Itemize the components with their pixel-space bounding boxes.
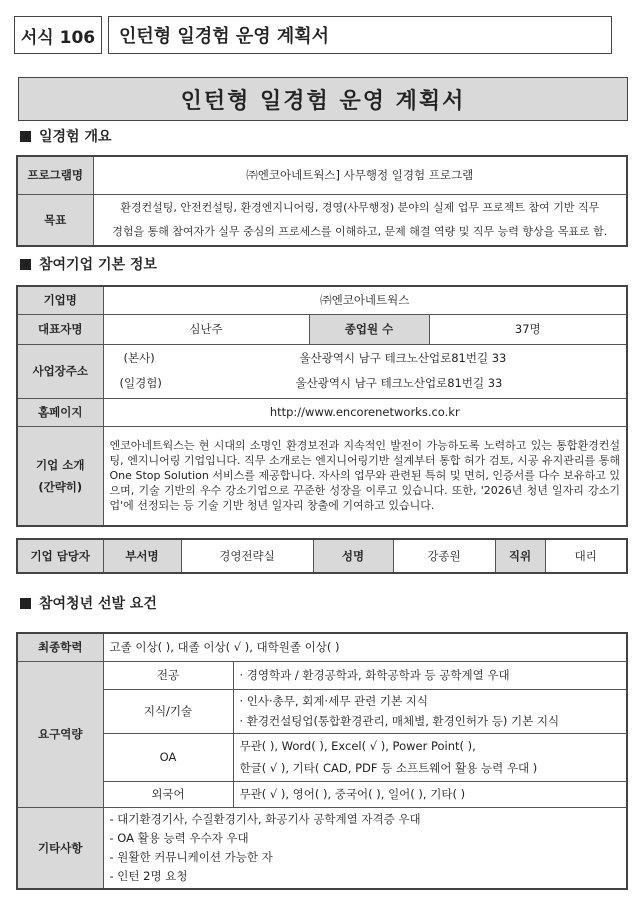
major-value: · 경영학과 / 환경공학과, 화학공학과 등 공학계열 우대 [233,661,627,689]
other-item: - 대기환경기사, 수질환경기사, 화공기사 공학계열 자격증 우대 [109,811,421,826]
company-name-label: 기업명 [17,286,103,314]
other-item: - 원활한 커뮤니케이션 가능한 자 [109,849,273,864]
homepage-value: http://www.encorenetworks.co.kr [103,398,627,426]
language-label: 외국어 [103,781,233,807]
other-item: - OA 활용 능력 우수자 우대 [109,830,249,845]
overview-table [16,155,628,247]
employees-value: 37명 [429,314,627,344]
education-label: 최종학력 [17,633,103,661]
section-title: 참여기업 기본 정보 [39,257,157,273]
manager-table [16,538,628,574]
section-company-heading [20,254,157,274]
other-value [103,807,627,889]
address-label: 사업장주소 [17,344,103,398]
skill-label: 지식/기술 [103,689,233,733]
intro-label [17,426,103,526]
section-title: 참여청년 선발 요건 [39,596,157,612]
intro-label-line: (간략히) [38,479,83,494]
site-address: 울산광역시 남구 테크노산업로81번길 33 [295,376,503,390]
square-bullet-icon [20,131,31,142]
other-item: - 인턴 2명 요청 [109,868,188,883]
form-title: 인턴형 일경험 운영 계획서 [108,16,612,54]
goal-value [93,194,627,246]
intro-text: 엔코아네트웍스는 현 시대의 소명인 환경보전과 지속적인 발전이 가능하도록 노력하고 있는 통합환경컨설팅, 엔지니어링 기업입니다. 직무 소개로는 엔지니어링기반 설계부터 통합 허가 검토, 시공 유지관리를 통해 One Stop Solution 서비스를 제공합니다. 자사의 업무와 관련된 특허 및 면허, 인증서를 다수 보유하고 있으며, 기술 기반의 우수 강소기업으로 꾸준한 성장을 이루고 있습니다. 또한, '2026년 청년 일자리 강소기업'에 선정되는 등 기술 기반 청년 일자리 창출에 기여하고 있습니다. [103,426,627,526]
section-overview-heading [20,126,112,146]
dept-label: 부서명 [103,539,181,573]
position-label: 직위 [495,539,545,573]
ceo-label: 대표자명 [17,314,103,344]
address-value [103,344,627,398]
square-bullet-icon [20,259,31,270]
manager-label: 기업 담당자 [17,539,103,573]
skill-line: · 인사·총무, 회계·세무 관련 기본 지식 [239,694,428,708]
company-name-value: ㈜엔코아네트웍스 [103,286,627,314]
program-value: ㈜엔코아네트웍스] 사무행정 일경험 프로그램 [93,156,627,194]
intro-label-line: 기업 소개 [36,457,85,472]
oa-value [233,733,627,781]
other-label: 기타사항 [17,807,103,889]
page-title: 인턴형 일경험 운영 계획서 [18,77,628,121]
square-bullet-icon [20,598,31,609]
company-table [16,285,628,527]
program-label: 프로그램명 [17,156,93,194]
position-value: 대리 [545,539,627,573]
language-value: 무관( √ ), 영어( ), 중국어( ), 일어( ), 기타( ) [233,781,627,807]
competency-label: 요구역량 [17,661,103,807]
employees-label: 종업원 수 [309,314,429,344]
major-label: 전공 [103,661,233,689]
ceo-value: 심난주 [103,314,309,344]
dept-value: 경영전략실 [181,539,313,573]
skill-value [233,689,627,733]
goal-line: 환경컨설팅, 안전컨설팅, 환경엔지니어링, 경영(사무행정) 분야의 실제 업무 프로젝트 참여 기반 직무 [120,200,600,214]
goal-label: 목표 [17,194,93,246]
hq-label: (본사) [123,351,155,365]
education-value: 고졸 이상( ), 대졸 이상( √ ), 대학원졸 이상( ) [103,633,627,661]
site-label: (일경험) [119,376,162,390]
section-selection-heading [20,593,157,613]
person-name-value: 강종원 [393,539,495,573]
oa-line: 무관( ), Word( ), Excel( √ ), Power Point( ), [239,739,476,753]
oa-label: OA [103,733,233,781]
homepage-label: 홈페이지 [17,398,103,426]
oa-line: 한글( √ ), 기타( CAD, PDF 등 소프트웨어 활용 능력 우대 ) [239,761,538,775]
section-title: 일경험 개요 [39,129,112,145]
goal-line: 경험을 통해 참여자가 실무 중심의 프로세스를 이해하고, 문제 해결 역량 및 직무 능력 향상을 목표로 함. [112,224,608,238]
hq-address: 울산광역시 남구 테크노산업로81번길 33 [299,351,507,365]
person-name-label: 성명 [313,539,393,573]
skill-line: · 환경컨설팅업(통합환경관리, 매체별, 환경인허가 등) 기본 지식 [239,714,560,728]
selection-table [16,632,628,890]
form-number: 서식 106 [14,16,102,54]
